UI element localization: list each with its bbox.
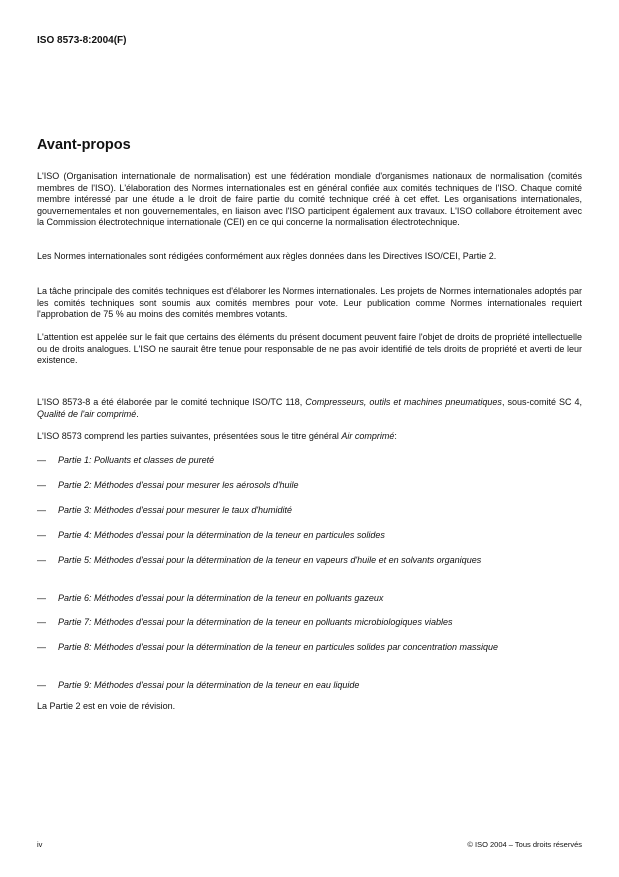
paragraph-parts-intro <box>37 431 582 443</box>
text: , sous-comité SC 4, <box>501 397 582 407</box>
page-title: Avant-propos <box>37 137 131 153</box>
dash-bullet: — <box>37 505 46 515</box>
text: . <box>136 408 139 419</box>
copyright: © ISO 2004 – Tous droits réservés <box>467 840 582 849</box>
list-item <box>37 530 582 542</box>
part-title: Partie 5: Méthodes d'essai pour la détermination de la teneur en vapeurs d'huile et en solvants organiques <box>58 555 482 565</box>
part-title: Partie 7: Méthodes d'essai pour la détermination de la teneur en polluants microbiologiques viables <box>58 617 453 627</box>
part-title: Partie 6: Méthodes d'essai pour la détermination de la teneur en polluants gazeux <box>58 593 384 603</box>
dash-bullet: — <box>37 642 46 652</box>
paragraph-directives: Les Normes internationales sont rédigées conformément aux règles données dans les Directives ISO/CEI, Partie 2. <box>37 251 497 261</box>
dash-bullet: — <box>37 555 46 565</box>
part-title: Partie 2: Méthodes d'essai pour mesurer les aérosols d'huile <box>58 480 299 490</box>
list-item <box>37 617 582 629</box>
list-item <box>37 680 582 692</box>
subcommittee-title: Qualité de l'air comprimé <box>37 408 137 419</box>
paragraph-technical-committees: La tâche principale des comités techniques est d'élaborer les Normes internationales. Les projets de Normes internationales adoptés par les comités techniques sont soumis aux comités membres pour vote. Leur publication comme Normes internationales requiert l'approbation de 75 % au moins des comités membres votants. <box>37 286 582 319</box>
part-title: Partie 1: Polluants et classes de pureté <box>58 455 215 465</box>
document-id-header: ISO 8573-8:2004(F) <box>37 35 127 46</box>
dash-bullet: — <box>37 593 46 603</box>
dash-bullet: — <box>37 480 46 490</box>
revision-note: La Partie 2 est en voie de révision. <box>37 701 176 711</box>
list-item <box>37 455 582 467</box>
part-title: Partie 3: Méthodes d'essai pour mesurer le taux d'humidité <box>58 505 293 515</box>
dash-bullet: — <box>37 617 46 627</box>
page-footer <box>37 840 582 849</box>
list-item <box>37 555 582 567</box>
list-item <box>37 480 582 492</box>
general-title: Air comprimé <box>341 431 395 441</box>
text: L'ISO 8573 comprend les parties suivantes, présentées sous le titre général <box>37 431 342 441</box>
dash-bullet: — <box>37 530 46 540</box>
page-number: iv <box>37 840 43 849</box>
part-title: Partie 4: Méthodes d'essai pour la détermination de la teneur en particules solides <box>58 530 385 540</box>
committee-title: Compresseurs, outils et machines pneumatiques <box>305 397 502 407</box>
paragraph-patent-notice: L'attention est appelée sur le fait que certains des éléments du présent document peuvent faire l'objet de droits de propriété intellectuelle ou de droits analogues. L'ISO ne saurait être tenue pour responsable de ne pas avoir identifié de tels droits de propriété et averti de leur existence. <box>37 332 582 365</box>
list-item <box>37 593 582 605</box>
paragraph-prepared-by <box>37 397 582 420</box>
text: L'ISO 8573-8 a été élaborée par le comité technique ISO/TC 118, <box>37 397 306 407</box>
dash-bullet: — <box>37 680 46 690</box>
paragraph-iso-intro: L'ISO (Organisation internationale de normalisation) est une fédération mondiale d'organismes nationaux de normalisation (comités membres de l'ISO). L'élaboration des Normes internationales est en général confiée aux comités techniques de l'ISO. Chaque comité membre intéressé par une étude a le droit de faire partie du comité technique créé à cet effet. Les organisations internationales, gouvernementales et non gouvernementales, en liaison avec l'ISO participent également aux travaux. L'ISO collabore étroitement avec la Commission électrotechnique internationale (CEI) en ce qui concerne la normalisation électrotechnique. <box>37 171 582 227</box>
part-title: Partie 8: Méthodes d'essai pour la détermination de la teneur en particules solides par concentration massique <box>58 642 498 652</box>
part-title: Partie 9: Méthodes d'essai pour la détermination de la teneur en eau liquide <box>58 680 360 690</box>
text: : <box>394 431 397 441</box>
dash-bullet: — <box>37 455 46 465</box>
list-item <box>37 642 582 654</box>
list-item <box>37 505 582 517</box>
